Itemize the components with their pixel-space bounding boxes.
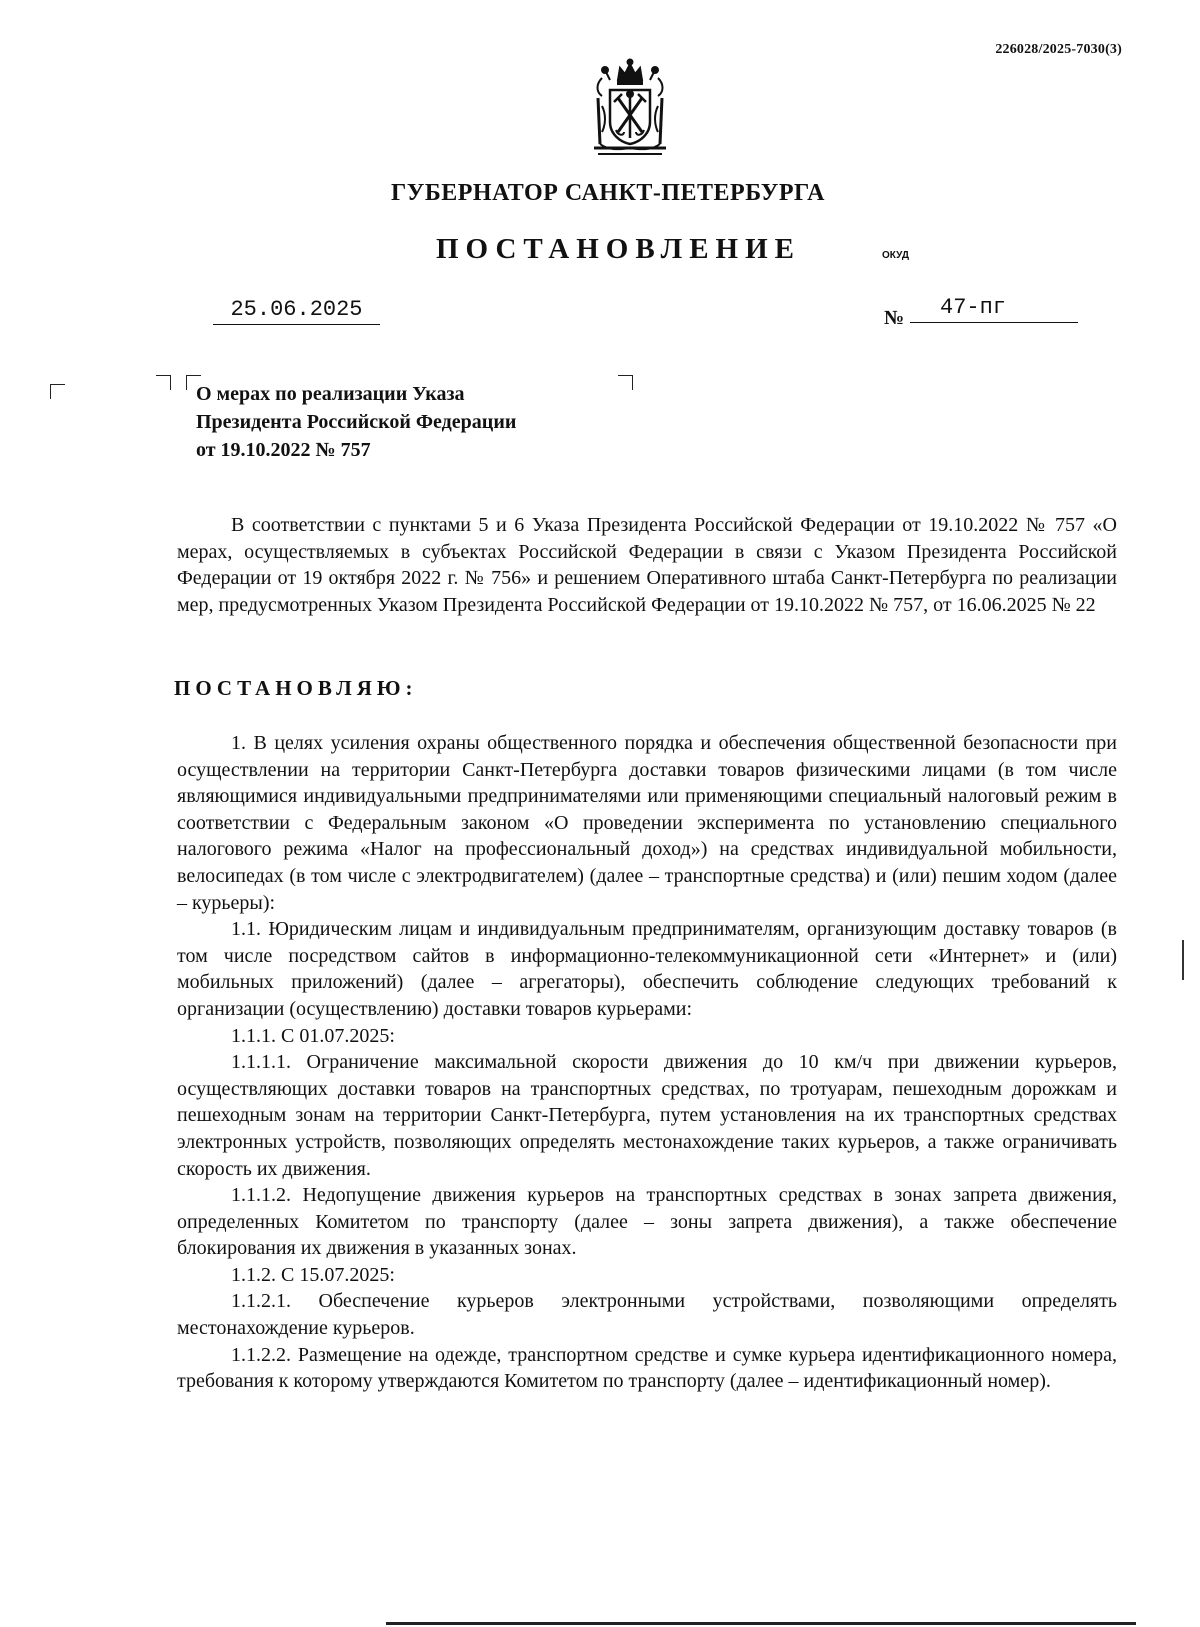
item-paragraph: 1.1.2. С 15.07.2025: bbox=[231, 1263, 395, 1286]
subject-line: от 19.10.2022 № 757 bbox=[196, 439, 371, 461]
corner-mark-subject-left bbox=[156, 375, 171, 390]
item-paragraph: 1.1. Юридическим лицам и индивидуальным предпринимателям, организующим доставку товаров (в том числе посредством сайтов в информационно-телекоммуникационной сети «Интернет» и (или) мобильных приложений) (далее – агрегаторы), обеспечить соблюдение следующих требований к организации (осуществлению) доставки товаров курьерами: bbox=[177, 918, 1117, 1020]
authority-title: ГУБЕРНАТОР САНКТ-ПЕТЕРБУРГА bbox=[390, 180, 825, 206]
corner-mark-subject-right bbox=[618, 375, 633, 390]
item-paragraph: 1. В целях усиления охраны общественного порядка и обеспечения общественной безопасности при осуществлении на территории Санкт-Петербурга доставки товаров физическими лицами (в том числе являющимися индивидуальными предпринимателями или применяющими специальный налоговый режим в соответствии с Федеральным законом «О проведении эксперимента по установлению специального налогового режима «Налог на профессиональный доход») на средствах индивидуальной мобильности, велосипедах (в том числе с электродвигателем) (далее – транспортные средства) и (или) пешим ходом (далее – курьеры): bbox=[177, 732, 1117, 914]
document-type-title: ПОСТАНОВЛЕНИЕ bbox=[436, 233, 802, 265]
document-date: 25.06.2025 bbox=[213, 297, 380, 325]
item-paragraph: 1.1.1.2. Недопущение движения курьеров на транспортных средствах в зонах запрета движения, определенных Комитетом по транспорту (далее – зоны запрета движения), а также обеспечение блокирования их движения в указанных зонах. bbox=[177, 1184, 1117, 1260]
preamble bbox=[177, 512, 1117, 618]
item-paragraph: 1.1.2.2. Размещение на одежде, транспортном средстве и сумке курьера идентификационного номера, требования к которому утверждаются Комитетом по транспорту (далее – идентификационный номер). bbox=[177, 1343, 1117, 1393]
item-paragraph: 1.1.1.1. Ограничение максимальной скорости движения до 10 км/ч при движении курьеров, осуществляющих доставки товаров на транспортных средствах, по тротуарам, пешеходным дорожкам и пешеходным зонам на территории Санкт-Петербурга, путем установления на их транспортных средствах электронных устройств, позволяющих определять местонахождение таких курьеров, а также ограничивать скорость их движения. bbox=[177, 1051, 1117, 1180]
scan-bottom-edge bbox=[386, 1622, 1136, 1625]
resolution-items bbox=[177, 730, 1117, 1395]
number-sign: № bbox=[884, 307, 905, 329]
document-subject bbox=[196, 380, 516, 464]
saint-petersburg-coat-of-arms-icon bbox=[588, 58, 672, 162]
document-number: 47-пг bbox=[910, 295, 1078, 323]
subject-line: О мерах по реализации Указа bbox=[196, 383, 465, 405]
okud-label: ОКУД bbox=[882, 250, 909, 261]
item-paragraph: 1.1.1. С 01.07.2025: bbox=[231, 1024, 395, 1047]
resolve-heading: ПОСТАНОВЛЯЮ: bbox=[174, 676, 418, 700]
subject-line: Президента Российской Федерации bbox=[196, 411, 517, 433]
corner-mark-top-left bbox=[50, 384, 65, 399]
registration-number: 226028/2025-7030(3) bbox=[995, 42, 1122, 57]
scan-margin-mark bbox=[1182, 940, 1184, 980]
item-paragraph: 1.1.2.1. Обеспечение курьеров электронными устройствами, позволяющими определять местонахождение курьеров. bbox=[177, 1290, 1117, 1340]
preamble-paragraph: В соответствии с пунктами 5 и 6 Указа Президента Российской Федерации от 19.10.2022 № 757 «О мерах, осуществляемых в субъектах Российской Федерации в связи с Указом Президента Российской Федерации от 19 октября 2022 г. № 756» и решением Оперативного штаба Санкт-Петербурга по реализации мер, предусмотренных Указом Президента Российской Федерации от 19.10.2022 № 757, от 16.06.2025 № 22 bbox=[177, 514, 1117, 616]
